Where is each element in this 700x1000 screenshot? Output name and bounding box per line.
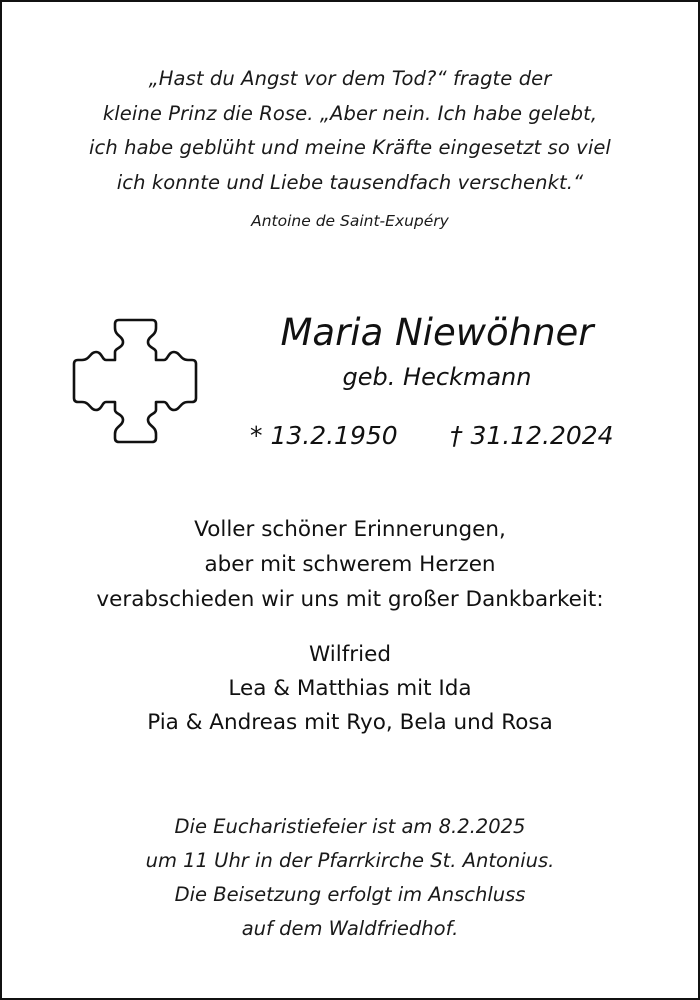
family-names [2, 638, 698, 740]
quote-line: ich konnte und Liebe tausendfach verschenkt.“ [116, 170, 584, 194]
family-line: Lea & Matthias mit Ida [228, 676, 472, 701]
maiden-name: geb. Heckmann [342, 363, 532, 391]
quote-attribution: Antoine de Saint-Exupéry [251, 212, 449, 230]
service-line: Die Eucharistiefeier ist am 8.2.2025 [174, 815, 526, 838]
family-line: Pia & Andreas mit Ryo, Bela und Rosa [147, 710, 553, 735]
quote-line: ich habe geblüht und meine Kräfte eingesetzt so viel [89, 136, 611, 159]
deceased-name: Maria Niewöhner [280, 311, 594, 354]
service-line: um 11 Uhr in der Pfarrkirche St. Antonius. [145, 849, 555, 872]
farewell-line: verabschieden wir uns mit großer Dankbarkeit: [96, 587, 604, 612]
puzzle-cross-icon [68, 314, 202, 448]
death-date: † 31.12.2024 [450, 421, 614, 450]
quote-line: kleine Prinz die Rose. „Aber nein. Ich habe gelebt, [102, 101, 598, 125]
quote-line: „Hast du Angst vor dem Tod?“ fragte der [148, 67, 552, 90]
service-line: Die Beisetzung erfolgt im Anschluss [174, 883, 526, 906]
service-line: auf dem Waldfriedhof. [241, 917, 459, 940]
farewell-text [2, 512, 698, 617]
quote [2, 62, 698, 200]
birth-date: * 13.2.1950 [250, 421, 398, 450]
farewell-line: Voller schöner Erinnerungen, [194, 517, 506, 542]
family-line: Wilfried [309, 642, 391, 667]
service-info [2, 810, 698, 946]
farewell-line: aber mit schwerem Herzen [204, 552, 496, 577]
